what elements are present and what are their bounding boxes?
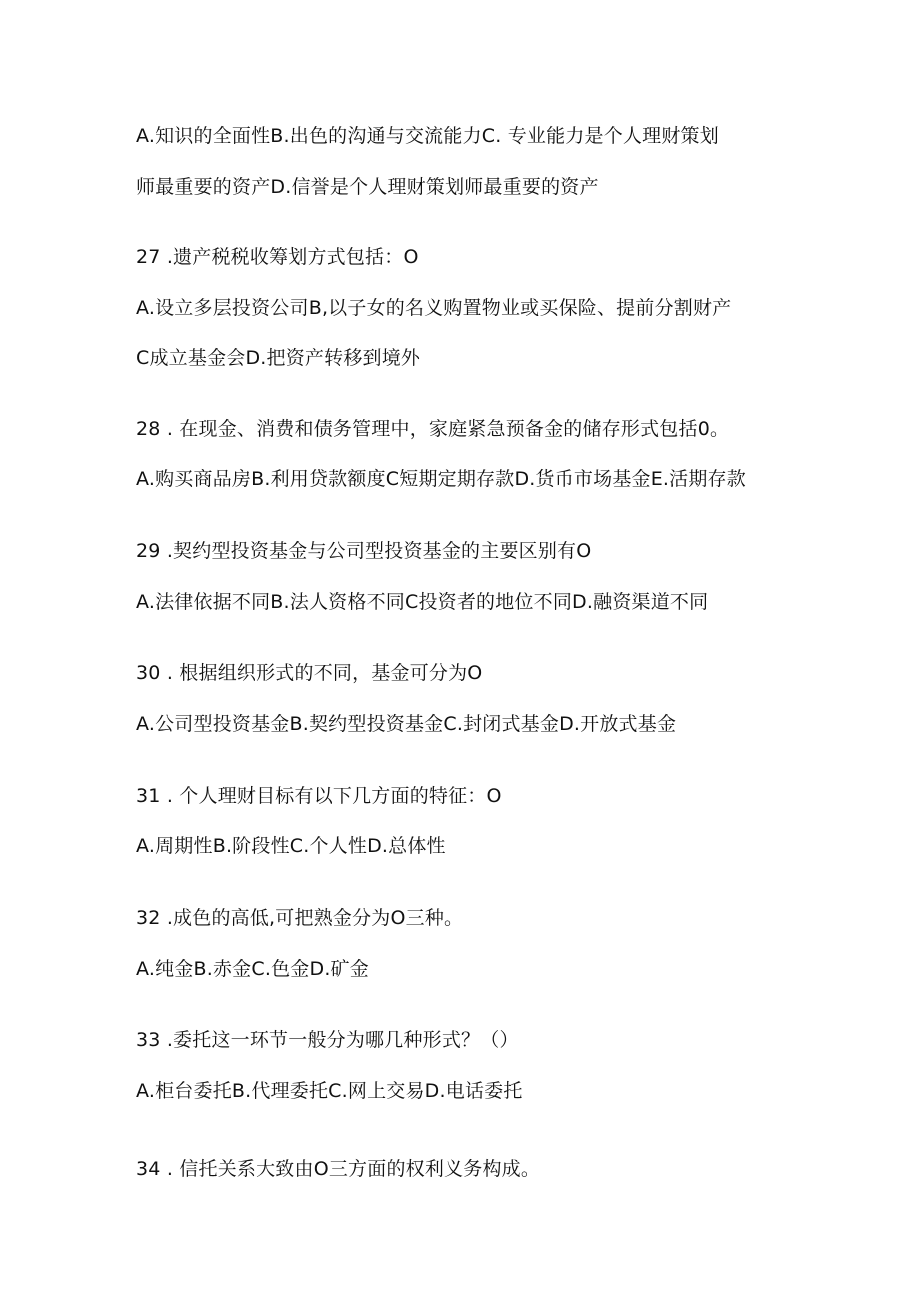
q27-options-line-2: C成立基金会D.把资产转移到境外 — [136, 347, 421, 369]
q29-options: A.法律依据不同B.法人资格不同C投资者的地位不同D.融资渠道不同 — [136, 591, 709, 613]
q28-options: A.购买商品房B.利用贷款额度C短期定期存款D.货币市场基金E.活期存款 — [136, 468, 746, 490]
question-30: 30 . 根据组织形式的不同，基金可分为O — [136, 662, 483, 684]
question-29: 29 .契约型投资基金与公司型投资基金的主要区别有O — [136, 540, 592, 562]
q26-options-line-2: 师最重要的资产D.信誉是个人理财策划师最重要的资产 — [136, 176, 599, 198]
question-32: 32 .成色的高低,可把熟金分为O三种。 — [136, 907, 464, 929]
q26-options-line-1: A.知识的全面性B.出色的沟通与交流能力C. 专业能力是个人理财策划 — [136, 125, 719, 147]
q31-options: A.周期性B.阶段性C.个人性D.总体性 — [136, 835, 446, 857]
question-33: 33 .委托这一环节一般分为哪几种形式？（） — [136, 1029, 519, 1051]
q30-options: A.公司型投资基金B.契约型投资基金C.封闭式基金D.开放式基金 — [136, 713, 677, 735]
question-28: 28 . 在现金、消费和债务管理中，家庭紧急预备金的储存形式包括0。 — [136, 418, 730, 440]
q33-options: A.柜台委托B.代理委托C.网上交易D.电话委托 — [136, 1080, 523, 1102]
q27-options-line-1: A.设立多层投资公司B,以子女的名义购置物业或买保险、提前分割财产 — [136, 297, 732, 319]
question-27: 27 .遗产税税收筹划方式包括：O — [136, 246, 419, 268]
question-31: 31 . 个人理财目标有以下几方面的特征：O — [136, 785, 502, 807]
question-34: 34 . 信托关系大致由O三方面的权利义务构成。 — [136, 1158, 541, 1180]
q32-options: A.纯金B.赤金C.色金D.矿金 — [136, 958, 369, 980]
